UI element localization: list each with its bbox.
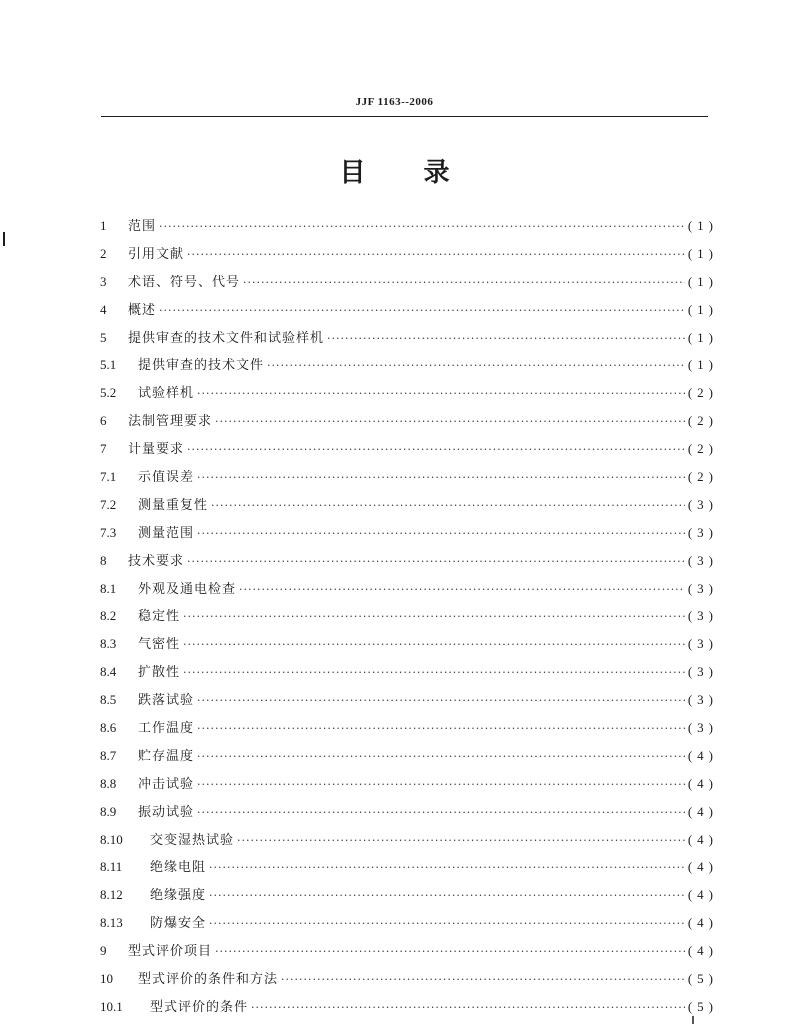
toc-dot-leader (187, 548, 685, 576)
toc-dot-leader (183, 631, 685, 659)
toc-entry-page: (1) (687, 357, 718, 373)
toc-dot-leader (187, 436, 685, 464)
toc-entry-number: 4 (100, 301, 107, 317)
toc-entry-title: 工作温度 (138, 721, 195, 737)
toc-entry-number: 8.12 (100, 887, 123, 903)
toc-entry-number: 6 (100, 413, 107, 429)
toc-entry-page: (3) (687, 608, 718, 624)
toc-entry-title: 绝缘电阻 (150, 860, 207, 876)
toc-entry (100, 602, 718, 630)
toc-entry (100, 742, 718, 770)
toc-entry-title: 提供审查的技术文件和试验样机 (128, 330, 325, 346)
toc-entry-title: 测量范围 (138, 525, 195, 541)
toc-dot-leader (197, 464, 685, 492)
toc-entry-page: (3) (687, 524, 718, 540)
toc-entry (100, 826, 718, 854)
toc-dot-leader (159, 213, 685, 241)
toc-entry-number: 7 (100, 441, 107, 457)
toc-dot-leader (251, 994, 685, 1022)
toc-entry-number: 8.2 (100, 608, 117, 624)
toc-dot-leader (237, 827, 685, 855)
toc-entry-page: (3) (687, 580, 718, 596)
toc-entry-number: 2 (100, 245, 107, 261)
toc-entry-page: (1) (687, 245, 718, 261)
document-code: JJF 1163--2006 (355, 96, 434, 108)
toc-entry-page: (4) (687, 943, 718, 959)
toc-entry (100, 714, 718, 742)
toc-dot-leader (183, 659, 685, 687)
toc-dot-leader (187, 241, 685, 269)
toc-dot-leader (183, 603, 685, 631)
toc-entry (100, 407, 718, 435)
toc-entry-title: 提供审查的技术文件 (138, 358, 265, 374)
toc-entry-title: 型式评价的条件 (150, 999, 249, 1015)
toc-entry (100, 240, 718, 268)
toc-dot-leader (159, 297, 685, 325)
toc-title: 目录 (339, 158, 508, 188)
toc-entry-title: 防爆安全 (150, 916, 207, 932)
toc-entry-page: (1) (687, 329, 718, 345)
toc-entry-page: (2) (687, 441, 718, 457)
toc-entry-page: (2) (687, 385, 718, 401)
toc-dot-leader (197, 380, 685, 408)
toc-entry-page: (2) (687, 469, 718, 485)
toc-entry (100, 351, 718, 379)
toc-entry (100, 212, 718, 240)
toc-dot-leader (197, 715, 685, 743)
toc-entry-title: 贮存温度 (138, 748, 195, 764)
toc-dot-leader (209, 882, 685, 910)
toc-entry (100, 379, 718, 407)
toc-entry-title: 交变湿热试验 (150, 832, 235, 848)
toc-entry-title: 绝缘强度 (150, 888, 207, 904)
page-edge-mark (692, 1016, 694, 1024)
toc-entry-number: 8 (100, 552, 107, 568)
toc-entry (100, 881, 718, 909)
toc-entry-title: 跌落试验 (138, 693, 195, 709)
toc-entry-title: 计量要求 (128, 442, 185, 458)
toc-entry-number: 5.1 (100, 357, 117, 373)
toc-entry-title: 范围 (128, 219, 157, 234)
toc-dot-leader (267, 352, 685, 380)
toc-entry-number: 8.3 (100, 636, 117, 652)
toc-entry-title: 试验样机 (138, 386, 195, 402)
toc-dot-leader (197, 520, 685, 548)
toc-dot-leader (197, 771, 685, 799)
toc-entry-title: 测量重复性 (138, 497, 209, 513)
toc-entry-number: 8.13 (100, 915, 123, 931)
toc-dot-leader (211, 492, 685, 520)
toc-entry (100, 658, 718, 686)
toc-entry-page: (4) (687, 775, 718, 791)
toc-entry (100, 909, 718, 937)
toc-dot-leader (327, 325, 685, 353)
toc-entry-title: 气密性 (138, 637, 181, 653)
toc-entry (100, 770, 718, 798)
toc-entry (100, 630, 718, 658)
toc-dot-leader (197, 799, 685, 827)
toc-entry-title: 冲击试验 (138, 776, 195, 792)
toc-entry-page: (3) (687, 720, 718, 736)
toc-dot-leader (197, 743, 685, 771)
toc-entry-title: 技术要求 (128, 553, 185, 569)
toc-entry-page: (4) (687, 887, 718, 903)
toc-entry-number: 8.4 (100, 664, 117, 680)
toc-entry-page: (1) (687, 273, 718, 289)
toc-entry-number: 8.7 (100, 747, 117, 763)
toc-entry-number: 10 (100, 971, 113, 987)
header-rule (101, 116, 708, 117)
toc-entry-number: 8.9 (100, 803, 117, 819)
toc-entry (100, 937, 718, 965)
toc-entry-number: 8.6 (100, 720, 117, 736)
toc-entry-page: (1) (687, 218, 718, 233)
toc-entry-page: (3) (687, 496, 718, 512)
toc-entry-page: (1) (687, 301, 718, 317)
toc-entry-title: 外观及通电检查 (138, 581, 237, 597)
table-of-contents (100, 212, 718, 1021)
toc-entry-number: 10.1 (100, 998, 123, 1014)
toc-entry (100, 268, 718, 296)
toc-entry-page: (4) (687, 747, 718, 763)
toc-entry-page: (5) (687, 971, 718, 987)
toc-dot-leader (215, 408, 685, 436)
toc-entry (100, 965, 718, 993)
toc-entry-page: (4) (687, 831, 718, 847)
toc-entry-number: 5.2 (100, 385, 117, 401)
toc-entry (100, 686, 718, 714)
toc-entry-title: 振动试验 (138, 804, 195, 820)
toc-dot-leader (239, 576, 685, 604)
toc-dot-leader (243, 269, 685, 297)
toc-entry (100, 798, 718, 826)
toc-entry (100, 463, 718, 491)
toc-entry-page: (3) (687, 692, 718, 708)
toc-entry-title: 型式评价的条件和方法 (138, 972, 279, 988)
toc-entry-page: (2) (687, 413, 718, 429)
toc-entry (100, 853, 718, 881)
toc-entry-page: (3) (687, 636, 718, 652)
toc-entry-title: 引用文献 (128, 246, 185, 262)
toc-entry-number: 8.8 (100, 775, 117, 791)
toc-entry (100, 519, 718, 547)
toc-entry-number: 9 (100, 943, 107, 959)
toc-entry-title: 法制管理要求 (128, 414, 213, 430)
toc-entry-number: 5 (100, 329, 107, 345)
toc-entry-page: (4) (687, 803, 718, 819)
toc-dot-leader (209, 854, 685, 882)
toc-entry-title: 扩散性 (138, 665, 181, 681)
toc-entry-number: 8.1 (100, 580, 117, 596)
toc-dot-leader (209, 910, 685, 938)
toc-entry-title: 术语、符号、代号 (128, 274, 241, 290)
toc-entry-number: 1 (100, 218, 107, 233)
toc-entry-number: 7.1 (100, 469, 117, 485)
toc-entry (100, 575, 718, 603)
toc-dot-leader (215, 938, 685, 966)
toc-entry-page: (3) (687, 552, 718, 568)
toc-dot-leader (197, 687, 685, 715)
toc-entry (100, 491, 718, 519)
toc-entry-number: 7.2 (100, 496, 117, 512)
toc-entry (100, 547, 718, 575)
toc-entry-title: 稳定性 (138, 609, 181, 625)
toc-entry (100, 435, 718, 463)
toc-entry-page: (4) (687, 859, 718, 875)
toc-entry-title: 概述 (128, 302, 157, 318)
toc-entry (100, 993, 718, 1021)
toc-entry (100, 296, 718, 324)
toc-entry-page: (3) (687, 664, 718, 680)
toc-entry-number: 8.10 (100, 831, 123, 847)
toc-entry-page: (4) (687, 915, 718, 931)
toc-entry-title: 示值误差 (138, 470, 195, 486)
toc-dot-leader (281, 966, 685, 994)
toc-entry-number: 7.3 (100, 524, 117, 540)
toc-entry-page: (5) (687, 998, 718, 1014)
toc-entry-title: 型式评价项目 (128, 944, 213, 960)
toc-entry-number: 3 (100, 273, 107, 289)
toc-entry-number: 8.11 (100, 859, 123, 875)
toc-entry (100, 324, 718, 352)
toc-entry-number: 8.5 (100, 692, 117, 708)
margin-mark (3, 232, 5, 246)
